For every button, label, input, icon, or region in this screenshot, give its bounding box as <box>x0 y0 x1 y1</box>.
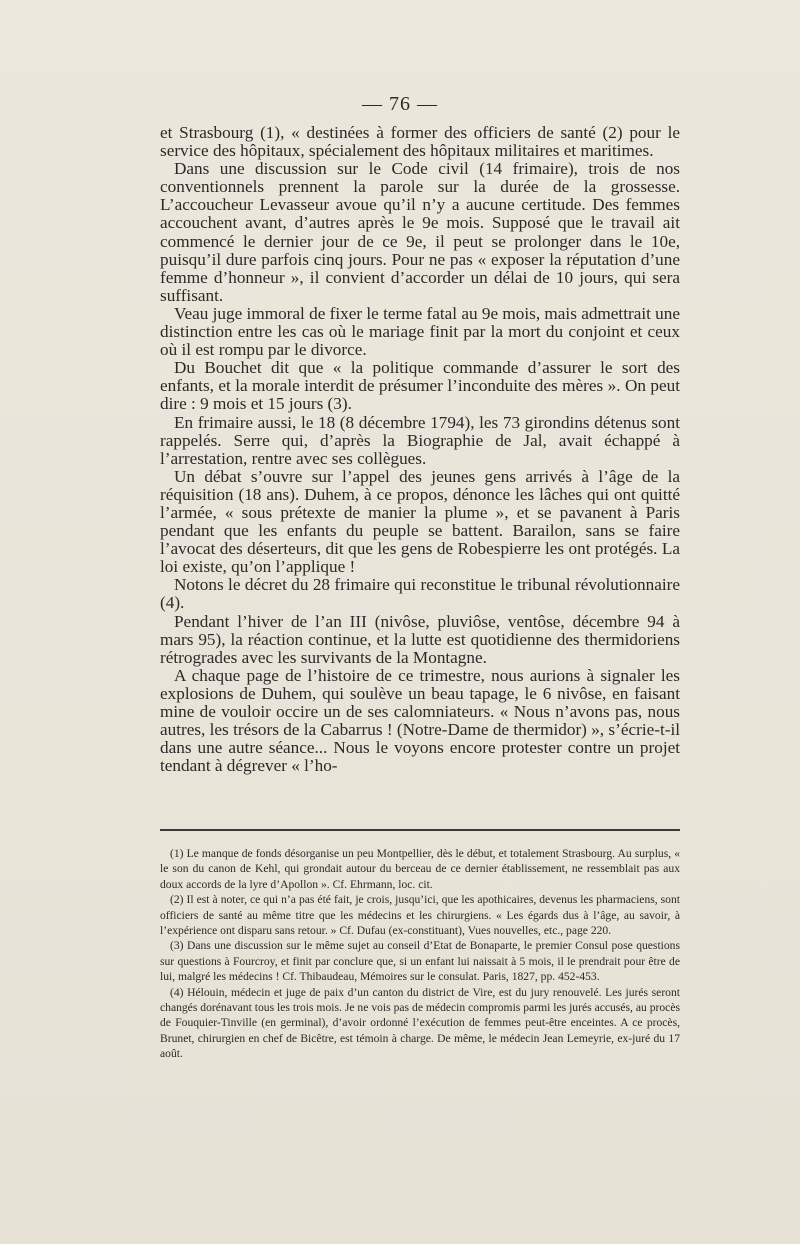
paragraph-5: En frimaire aussi, le 18 (8 décembre 1794), les 73 girondins détenus sont rappelés. Serre qui, d’après la Biographie de Jal, avait échappé à l’arrestation, rentre avec ses collègues. <box>160 412 680 468</box>
paragraph-1: et Strasbourg (1), « destinées à former des officiers de santé (2) pour le service des hôpitaux, spécialement des hôpitaux militaires et maritimes. <box>160 123 680 161</box>
footnotes <box>160 846 680 1062</box>
paragraph-9: A chaque page de l’histoire de ce trimestre, nous aurions à signaler les explosions de Duhem, qui soulève un beau tapage, le 6 nivôse, en faisant mine de vouloir occire un de ses calomniateurs. « Nous n’avons pas, nous autres, les trésors de la Cabarrus ! (Notre-Dame de thermidor) », s’écrie-t-il dans une autre séance... Nous le voyons encore protester contre un projet tendant à dégrever « l’ho- <box>160 665 680 776</box>
paragraph-6: Un débat s’ouvre sur l’appel des jeunes gens arrivés à l’âge de la réquisition (18 ans). Duhem, à ce propos, dénonce les lâches qui ont quitté l’armée, « sous prétexte de manier la plume », et se pavanent à Paris pendant que les enfants du peuple se battent. Barailon, sans se faire l’avocat des déserteurs, dit que les gens de Robespierre les ont protégés. La loi existe, qu’on l’applique ! <box>160 466 680 577</box>
footnote-separator <box>160 829 680 831</box>
paragraph-2: Dans une discussion sur le Code civil (14 frimaire), trois de nos conventionnels prennent la parole sur la durée de la grossesse. L’accoucheur Levasseur avoue qu’il n’y a aucune certitude. Des femmes accouchent avant, d’autres après le 9e mois. Supposé que le travail ait commencé le dernier jour de ce 9e, il peut se prolonger dans le 10e, puisqu’il dure parfois cinq jours. Pour ne pas « exposer la réputation d’une femme d’honneur », il convient d’accorder un délai de 10 jours, qui sera suffisant. <box>160 159 680 305</box>
main-text <box>160 124 680 775</box>
paragraph-4: Du Bouchet dit que « la politique commande d’assurer le sort des enfants, et la morale interdit de présumer l’inconduite des mères ». On peut dire : 9 mois et 15 jours (3). <box>160 358 680 414</box>
page-number: — 76 — <box>362 93 438 115</box>
footnote-3: (3) Dans une discussion sur le même sujet au conseil d’Etat de Bonaparte, le premier Consul pose questions sur questions à Fourcroy, et finit par conclure que, si un enfant lui naissait à 5 mois, il le prendrait pour être de lui, malgré les médecins ! Cf. Thibaudeau, Mémoires sur le consulat. Paris, 1827, pp. 452-453. <box>160 939 680 984</box>
paragraph-8: Pendant l’hiver de l’an III (nivôse, pluviôse, ventôse, décembre 94 à mars 95), la réaction continue, et la lutte est quotidienne des thermidoriens rétrogrades avec les survivants de la Montagne. <box>160 611 680 667</box>
footnote-4: (4) Hélouin, médecin et juge de paix d’un canton du district de Vire, est du jury renouvelé. Les jurés seront changés dorénavant tous les trois mois. Je ne vois pas de médecin compromis parmi les jurés accusés, au procès de Fouquier-Tinville (en germinal), d’avoir ordonné l’exécution de femmes peut-être enceintes. A ce procès, Brunet, chirurgien en chef de Bicêtre, est témoin à charge. De même, le médecin Jean Lemeyrie, ex-juré du 17 août. <box>160 985 680 1061</box>
paragraph-7: Notons le décret du 28 frimaire qui reconstitue le tribunal révolutionnaire (4). <box>160 575 680 613</box>
footnote-2: (2) Il est à noter, ce qui n’a pas été fait, je crois, jusqu’ici, que les apothicaires, devenus les pharmaciens, sont officiers de santé au même titre que les médecins et les chirurgiens. « Les égards dus à l’âge, au savoir, à l’expérience ont disparu sans retour. » Cf. Dufau (ex-constituant), Vues nouvelles, etc., page 220. <box>160 893 680 938</box>
footnote-1: (1) Le manque de fonds désorganise un peu Montpellier, dès le début, et totalement Strasbourg. Au surplus, « le son du canon de Kehl, qui grondait autour du berceau de ce dernier établissement, ne ressemblait pas aux doux accords de la lyre d’Apollon ». Cf. Ehrmann, loc. cit. <box>160 847 680 891</box>
paragraph-3: Veau juge immoral de fixer le terme fatal au 9e mois, mais admettrait une distinction entre les cas où le mariage finit par la mort du conjoint et ceux où il est rompu par le divorce. <box>160 303 680 360</box>
